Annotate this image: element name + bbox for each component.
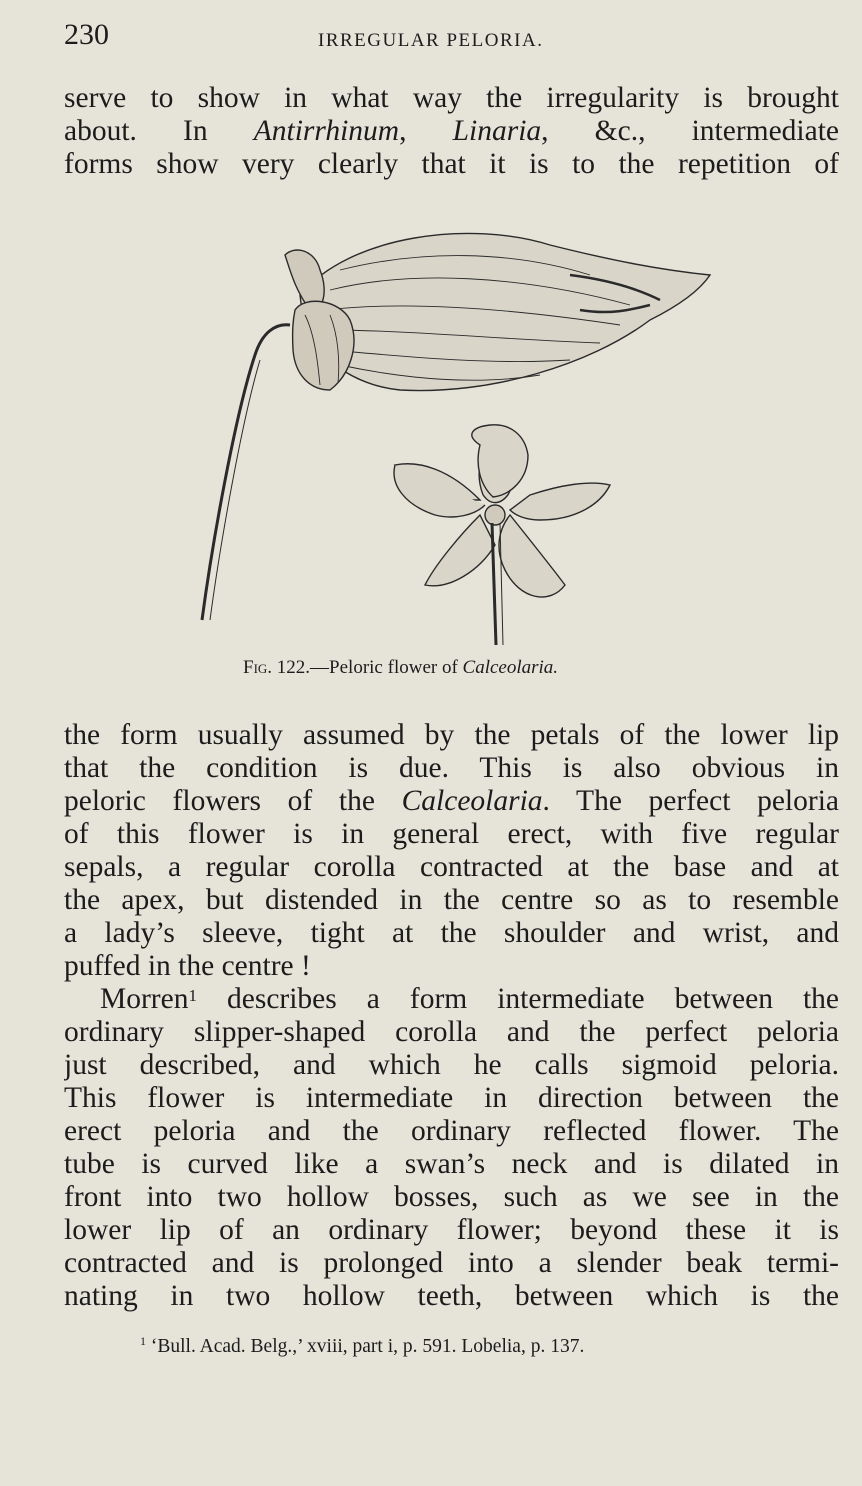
text-line: erect peloria and the ordinary reflected flower. The [64, 1115, 839, 1147]
running-head: IRREGULAR PELORIA. [318, 30, 544, 51]
text-line: tube is curved like a swan’s neck and is dilated in [64, 1148, 839, 1180]
figure-genus: Calceolaria. [462, 657, 559, 678]
footnote [140, 1336, 584, 1358]
text-line: a lady’s sleeve, tight at the shoulder and wrist, and [64, 917, 839, 949]
page-header [64, 18, 832, 58]
text-line: of this flower is in general erect, with five regular [64, 818, 839, 850]
text-line: contracted and is prolonged into a slender beak termi- [64, 1247, 839, 1279]
text-line: ordinary slipper-shaped corolla and the perfect peloria [64, 1016, 839, 1048]
text-line: that the condition is due. This is also obvious in [64, 752, 839, 784]
paragraph-3 [64, 983, 839, 1313]
text-line: forms show very clearly that it is to the repetition of [64, 148, 839, 180]
paragraph-1 [64, 82, 839, 181]
page-number: 230 [64, 18, 109, 51]
text-line: Morren$^1$ describes a form intermediate between the [100, 983, 839, 1015]
text-line: sepals, a regular corolla contracted at the base and at [64, 851, 839, 883]
footnote-text: ‘Bull. Acad. Belg.,’ xviii, part i, p. 591. Lobelia, p. 137. [150, 1336, 585, 1357]
calceolaria-illustration [190, 215, 730, 650]
figure-caption: Fig. 122.—Peloric flower of Calceolaria. [243, 657, 559, 678]
text-line: front into two hollow bosses, such as we see in the [64, 1181, 839, 1213]
text-line: the apex, but distended in the centre so as to resemble [64, 884, 839, 916]
footnote-ref: 1 [188, 986, 197, 1005]
text-line: puffed in the centre ! [64, 950, 311, 982]
text-line: just described, and which he calls sigmoid peloria. [64, 1049, 839, 1081]
text-line: about. In Antirrhinum, Linaria, &c., intermediate [64, 115, 839, 147]
text-line: lower lip of an ordinary flower; beyond these it is [64, 1214, 839, 1246]
text-line: peloric flowers of the Calceolaria. The perfect peloria [64, 785, 839, 817]
text-line: the form usually assumed by the petals of the lower lip [64, 719, 839, 751]
text-line: This flower is intermediate in direction between the [64, 1082, 839, 1114]
text-line: serve to show in what way the irregularity is brought [64, 82, 839, 114]
paragraph-2 [64, 719, 839, 983]
text-line: nating in two hollow teeth, between which is the [64, 1280, 839, 1312]
figure-label: Fig. 122. [243, 657, 311, 678]
footnote-mark: 1 [140, 1334, 146, 1348]
